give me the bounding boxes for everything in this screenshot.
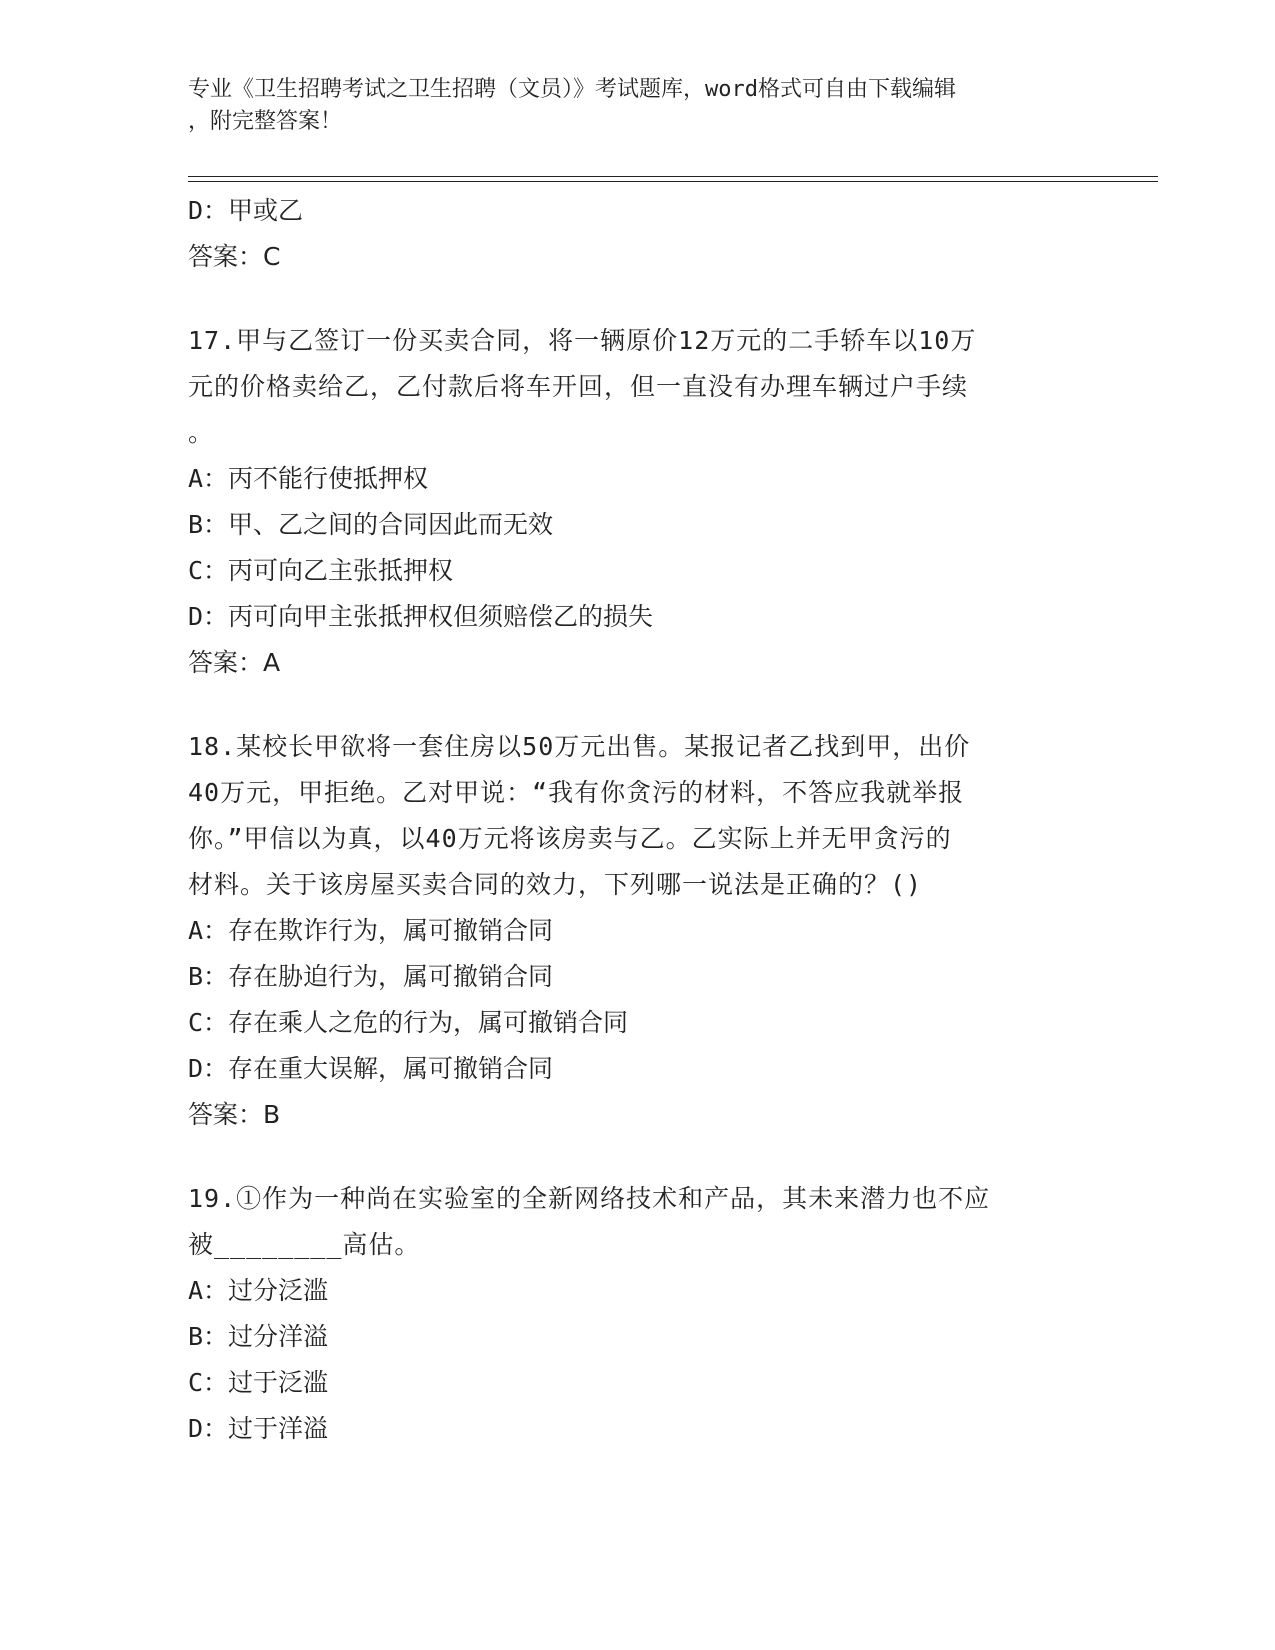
page-header (188, 74, 1088, 138)
option-b: B：甲、乙之间的合同因此而无效 (188, 510, 554, 539)
option-a: A：丙不能行使抵押权 (188, 464, 429, 493)
question-19 (188, 1176, 1088, 1452)
option-c: C：丙可向乙主张抵押权 (188, 556, 454, 585)
header-title-line-2: ，附完整答案！ (188, 109, 343, 134)
option-c: C：存在乘人之危的行为，属可撤销合同 (188, 1008, 629, 1037)
spacer (188, 1138, 1088, 1176)
option-a: A：存在欺诈行为，属可撤销合同 (188, 916, 554, 945)
question-text-line: 你。”甲信以为真，以40万元将该房卖与乙。乙实际上并无甲贪污的 (188, 824, 952, 853)
question-text-line: 17.甲与乙签订一份买卖合同，将一辆原价12万元的二手轿车以10万 (188, 326, 977, 355)
question-text-line: 元的价格卖给乙，乙付款后将车开回，但一直没有办理车辆过户手续 (188, 372, 969, 401)
option-b: B：存在胁迫行为，属可撤销合同 (188, 962, 554, 991)
header-title-line-1: 专业《卫生招聘考试之卫生招聘（文员）》考试题库，word格式可自由下载编辑 (188, 77, 956, 102)
option-a: A：过分泛滥 (188, 1276, 329, 1305)
option-b: B：过分洋溢 (188, 1322, 329, 1351)
question-text-line: 18.某校长甲欲将一套住房以50万元出售。某报记者乙找到甲，出价 (188, 732, 971, 761)
option-d: D：过于洋溢 (188, 1414, 329, 1443)
header-rule-top (188, 176, 1158, 177)
spacer (188, 280, 1088, 318)
header-rule-bottom (188, 181, 1158, 182)
option-c: C：过于泛滥 (188, 1368, 329, 1397)
answer-line: 答案：A (188, 648, 281, 677)
spacer (188, 686, 1088, 724)
answer-line: 答案：B (188, 1100, 281, 1129)
question-18 (188, 724, 1088, 1138)
question-text-line: 19.①作为一种尚在实验室的全新网络技术和产品，其未来潜力也不应 (188, 1184, 991, 1213)
option-d: D：丙可向甲主张抵押权但须赔偿乙的损失 (188, 602, 654, 631)
question-text-line: 被________高估。 (188, 1230, 421, 1259)
question-17 (188, 318, 1088, 686)
question-text-line: 材料。关于该房屋买卖合同的效力，下列哪一说法是正确的？() (188, 870, 923, 899)
document-body (188, 188, 1088, 1452)
question-text-line: 。 (188, 418, 215, 447)
question-text-line: 40万元，甲拒绝。乙对甲说：“我有你贪污的材料，不答应我就举报 (188, 778, 965, 807)
option-d: D：甲或乙 (188, 196, 304, 225)
option-d: D：存在重大误解，属可撤销合同 (188, 1054, 554, 1083)
answer-line: 答案：C (188, 242, 281, 271)
